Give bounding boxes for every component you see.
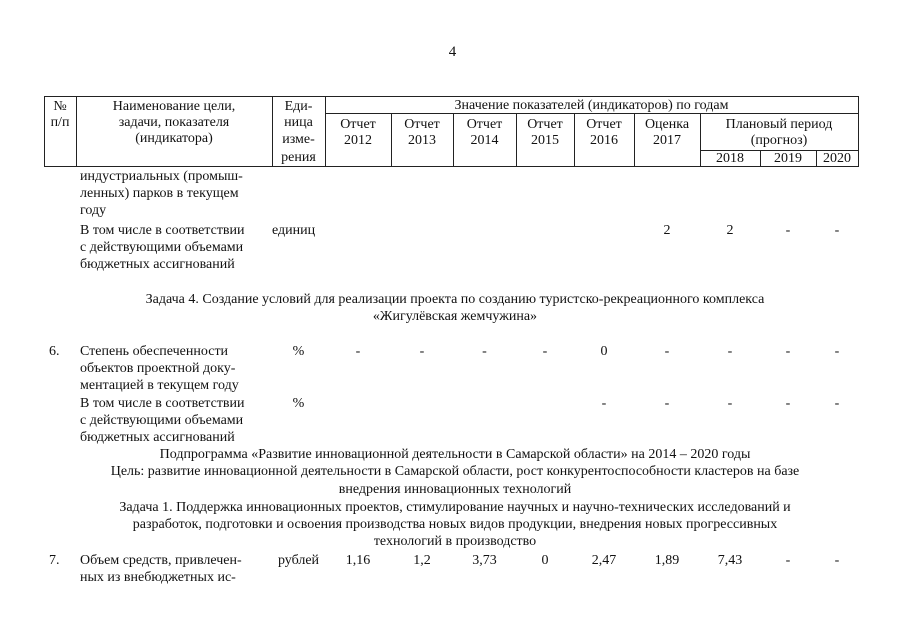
subprogram-heading: Подпрограмма «Развитие инновационной деятельности в Самарской области» на 2014 – 2020 годы xyxy=(159,447,751,462)
header-col-2016-year: 2016 xyxy=(590,133,618,148)
row7-2017: 1,89 xyxy=(654,553,680,568)
row7-2018: 7,43 xyxy=(717,553,743,568)
task4-heading-1: Задача 4. Создание условий для реализации проекта по созданию туристско-рекреационного комплекса xyxy=(145,292,765,307)
row7-2012: 1,16 xyxy=(345,553,371,568)
header-plan-2018: 2018 xyxy=(716,151,744,166)
header-unit-4: рения xyxy=(281,150,316,165)
header-plan-title: Плановый период xyxy=(725,117,833,132)
row7-unit: рублей xyxy=(277,553,320,568)
row6sub-line-3: бюджетных ассигнований xyxy=(80,430,235,445)
row6-2016: 0 xyxy=(600,344,608,359)
sub1-line-1: В том числе в соответствии xyxy=(80,223,245,238)
cont-line-2: ленных) парков в текущем xyxy=(80,186,239,201)
row7-line-2: ных из внебюджетных ис- xyxy=(80,570,236,585)
header-col-2017-year: 2017 xyxy=(653,133,681,148)
header-unit-1: Еди- xyxy=(284,99,313,114)
cont-line-3: году xyxy=(80,203,107,218)
header-col-2012-label: Отчет xyxy=(340,117,376,132)
row6-line-3: ментацией в текущем году xyxy=(80,378,239,393)
task1-line-3: технологий в производство xyxy=(373,534,537,549)
row7-2016: 2,47 xyxy=(591,553,617,568)
sub1-line-3: бюджетных ассигнований xyxy=(80,257,235,272)
row7-2013: 1,2 xyxy=(413,553,431,568)
row6-2015: - xyxy=(542,344,548,359)
header-col-2013-year: 2013 xyxy=(408,133,436,148)
header-plan-2020: 2020 xyxy=(823,151,851,166)
row6sub-unit: % xyxy=(292,396,305,411)
row6sub-line-1: В том числе в соответствии xyxy=(80,396,245,411)
task1-line-2: разработок, подготовки и освоения производства новых видов продукции, внедрения новых прогрессивных xyxy=(132,517,778,532)
goal-line-2: внедрения инновационных технологий xyxy=(338,482,572,497)
header-values-title: Значение показателей (индикаторов) по годам xyxy=(454,98,729,113)
sub1-unit: единиц xyxy=(272,223,316,238)
cont-line-1: индустриальных (промыш- xyxy=(80,169,243,184)
sub1-2019: - xyxy=(785,223,791,238)
header-name-1: Наименование цели, xyxy=(112,99,236,114)
header-unit-2: ница xyxy=(284,115,313,130)
header-plan-2019: 2019 xyxy=(774,151,802,166)
row6sub-2019: - xyxy=(785,396,791,411)
row6-line-1: Степень обеспеченности xyxy=(80,344,229,359)
header-col-2012-year: 2012 xyxy=(344,133,372,148)
row6-unit: % xyxy=(292,344,305,359)
header-name-2: задачи, показателя xyxy=(118,115,230,130)
row6-2019: - xyxy=(785,344,791,359)
sub1-line-2: с действующими объемами xyxy=(80,240,244,255)
header-col-2014-label: Отчет xyxy=(466,117,503,132)
task4-heading-2: «Жигулёвская жемчужина» xyxy=(372,309,538,324)
sub1-2018: 2 xyxy=(726,223,734,238)
row6sub-2016: - xyxy=(601,396,607,411)
header-name-3: (индикатора) xyxy=(135,131,213,146)
row6-2014: - xyxy=(482,344,487,359)
sub1-2017: 2 xyxy=(663,223,671,238)
row6-line-2: объектов проектной доку- xyxy=(80,361,236,376)
row6sub-2018: - xyxy=(727,396,733,411)
task1-line-1: Задача 1. Поддержка инновационных проектов, стимулирование научных и научно-технических исследований и xyxy=(119,500,791,515)
header-col-2015-year: 2015 xyxy=(531,133,559,148)
row7-line-1: Объем средств, привлечен- xyxy=(80,553,242,568)
row7-2020: - xyxy=(834,553,840,568)
row7-2015: 0 xyxy=(541,553,549,568)
row6sub-2020: - xyxy=(834,396,840,411)
row6-2018: - xyxy=(727,344,733,359)
page-number: 4 xyxy=(448,44,457,60)
header-unit-3: изме- xyxy=(282,132,315,147)
header-col-2016-label: Отчет xyxy=(586,117,622,132)
row6sub-line-2: с действующими объемами xyxy=(80,413,244,428)
header-col-2017-label: Оценка xyxy=(644,117,690,132)
row6sub-2017: - xyxy=(664,396,670,411)
row7-2014: 3,73 xyxy=(472,553,497,568)
header-col-2015-label: Отчет xyxy=(527,117,563,132)
sub1-2020: - xyxy=(834,223,840,238)
row6-num: 6. xyxy=(49,344,60,359)
goal-line-1: Цель: развитие инновационной деятельности в Самарской области, рост конкурентоспособности кластеров на базе xyxy=(110,464,800,479)
row7-num: 7. xyxy=(49,553,60,568)
header-col-2013-label: Отчет xyxy=(404,117,440,132)
header-num: № xyxy=(53,99,67,114)
row6-2017: - xyxy=(664,344,670,359)
row7-2019: - xyxy=(785,553,791,568)
header-col-2014-year: 2014 xyxy=(470,133,499,148)
header-plan-subtitle: (прогноз) xyxy=(750,133,808,148)
row6-2012: - xyxy=(355,344,361,359)
row6-2013: - xyxy=(419,344,425,359)
row6-2020: - xyxy=(834,344,840,359)
header-num-2: п/п xyxy=(50,115,70,130)
